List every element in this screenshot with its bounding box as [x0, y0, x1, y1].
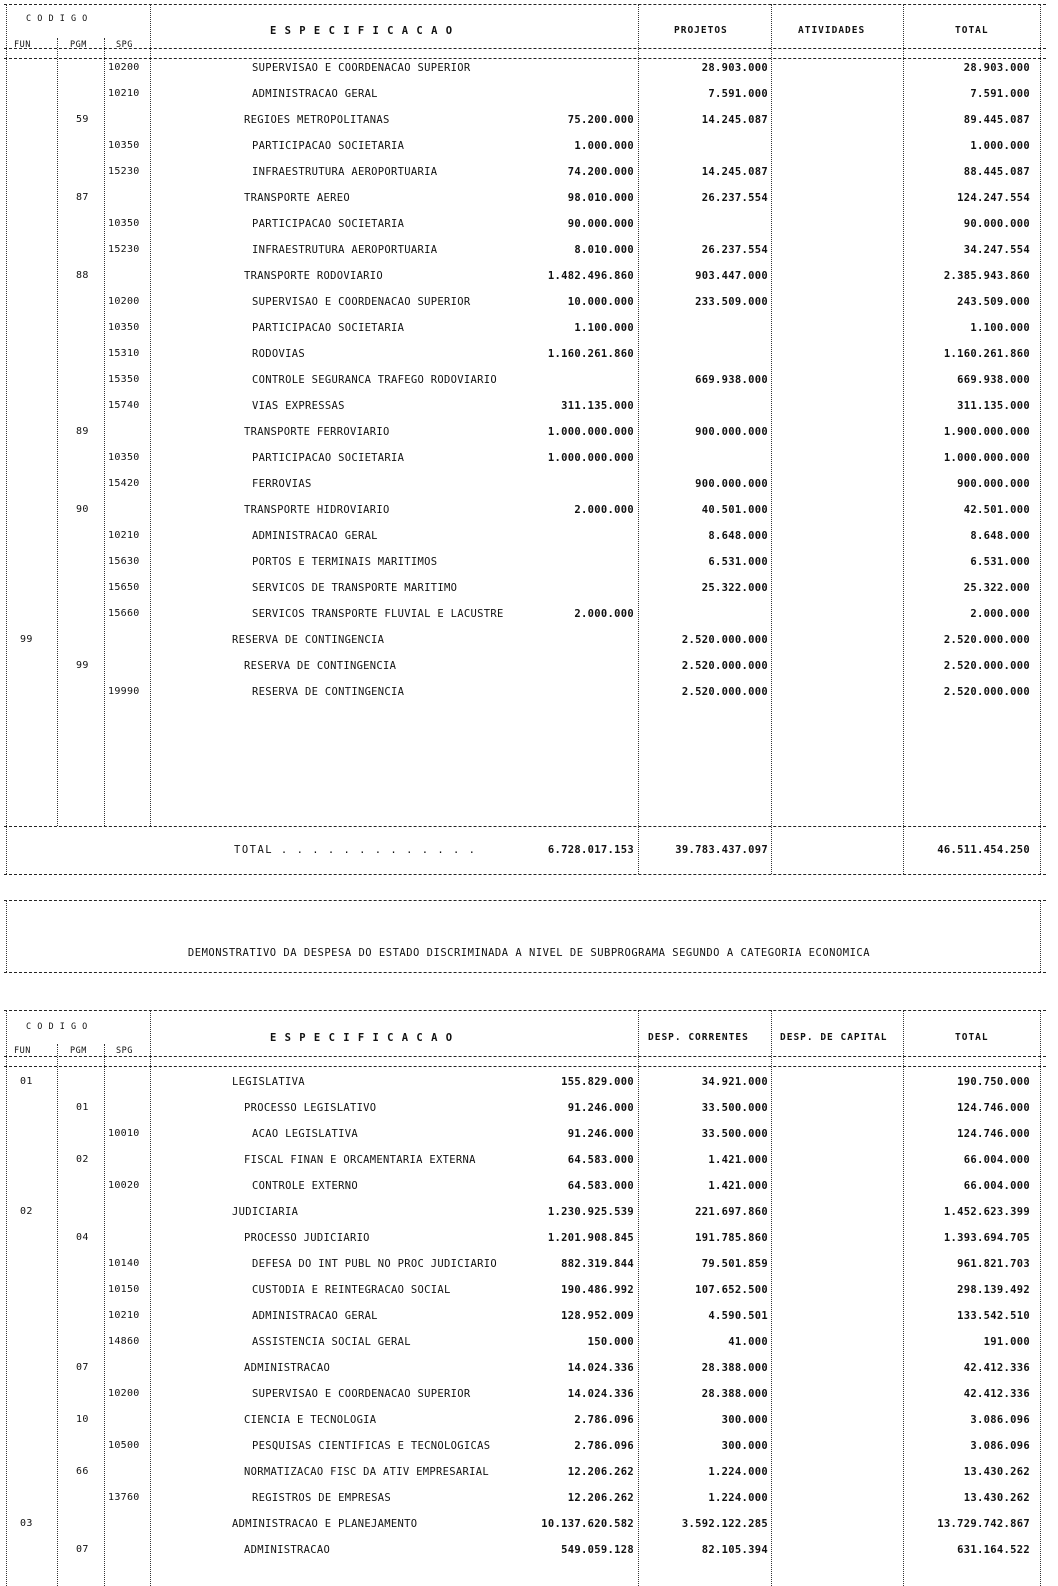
row-value-col1: 98.010.000	[567, 192, 634, 204]
row-description: SUPERVISAO E COORDENACAO SUPERIOR	[252, 296, 471, 308]
header-especificacao: E S P E C I F I C A C A O	[270, 25, 454, 37]
row-value-col3: 900.000.000	[957, 478, 1030, 490]
rule	[4, 1056, 1046, 1057]
header-pgm: PGM	[70, 40, 87, 50]
row-value-col3: 28.903.000	[963, 62, 1030, 74]
row-value-col1: 8.010.000	[574, 244, 634, 256]
col-rule	[150, 4, 151, 826]
header-fun: FUN	[14, 1046, 31, 1056]
col-rule	[6, 1010, 7, 1586]
row-value-col3: 191.000	[983, 1336, 1030, 1348]
row-value-col3: 124.746.000	[957, 1102, 1030, 1114]
row-value-col1: 1.000.000	[574, 140, 634, 152]
row-value-col1: 128.952.009	[561, 1310, 634, 1322]
col-rule	[104, 38, 105, 826]
col-rule	[1040, 900, 1041, 972]
rule	[4, 48, 1046, 49]
row-value-col2: 2.520.000.000	[681, 660, 768, 672]
row-value-col2: 40.501.000	[701, 504, 768, 516]
row-value-col3: 25.322.000	[963, 582, 1030, 594]
row-value-col1: 10.000.000	[567, 296, 634, 308]
col-rule	[771, 1010, 772, 1586]
row-description: CUSTODIA E REINTEGRACAO SOCIAL	[252, 1284, 451, 1296]
col-rule	[57, 38, 58, 826]
row-value-col3: 631.164.522	[957, 1544, 1030, 1556]
row-description: INFRAESTRUTURA AEROPORTUARIA	[252, 244, 438, 256]
row-description: TRANSPORTE FERROVIARIO	[244, 426, 390, 438]
col-rule	[638, 4, 639, 874]
row-value-col3: 13.729.742.867	[937, 1518, 1030, 1530]
row-value-col1: 64.583.000	[567, 1180, 634, 1192]
code-spg: 15230	[108, 244, 140, 255]
row-value-col3: 8.648.000	[970, 530, 1030, 542]
row-value-col2: 82.105.394	[701, 1544, 768, 1556]
row-description: PROCESSO LEGISLATIVO	[244, 1102, 377, 1114]
row-value-col1: 155.829.000	[561, 1076, 634, 1088]
header-especificacao: E S P E C I F I C A C A O	[270, 1032, 454, 1044]
row-value-col3: 1.900.000.000	[943, 426, 1030, 438]
col-rule	[903, 1010, 904, 1586]
row-value-col1: 10.137.620.582	[541, 1518, 634, 1530]
header-desp-capital: DESP. DE CAPITAL	[780, 1032, 888, 1043]
code-spg: 13760	[108, 1492, 140, 1503]
header-total: TOTAL	[955, 25, 989, 36]
row-value-col1: 91.246.000	[567, 1102, 634, 1114]
code-spg: 10350	[108, 322, 140, 333]
report-title-band	[0, 880, 1058, 990]
row-value-col2: 26.237.554	[701, 244, 768, 256]
row-description: ADMINISTRACAO GERAL	[252, 88, 378, 100]
table-categoria-economica	[0, 1010, 1058, 1586]
row-value-col3: 2.520.000.000	[943, 660, 1030, 672]
row-value-col1: 2.786.096	[574, 1414, 634, 1426]
row-description: PARTICIPACAO SOCIETARIA	[252, 452, 405, 464]
row-value-col3: 13.430.262	[963, 1466, 1030, 1478]
row-value-col1: 311.135.000	[561, 400, 634, 412]
col-rule	[771, 4, 772, 874]
row-value-col2: 7.591.000	[708, 88, 768, 100]
row-value-col2: 26.237.554	[701, 192, 768, 204]
code-spg: 15660	[108, 608, 140, 619]
row-value-col1: 1.000.000.000	[547, 452, 634, 464]
row-value-col2: 28.903.000	[701, 62, 768, 74]
row-description: REGISTROS DE EMPRESAS	[252, 1492, 392, 1504]
code-pgm: 66	[76, 1466, 89, 1477]
row-description: PARTICIPACAO SOCIETARIA	[252, 218, 405, 230]
code-spg: 10010	[108, 1128, 140, 1139]
row-value-col3: 1.000.000.000	[943, 452, 1030, 464]
row-description: TRANSPORTE RODOVIARIO	[244, 270, 384, 282]
row-description: ADMINISTRACAO E PLANEJAMENTO	[232, 1518, 418, 1530]
row-value-col2: 2.520.000.000	[681, 686, 768, 698]
header-spg: SPG	[116, 1046, 133, 1056]
row-description: ADMINISTRACAO GERAL	[252, 530, 378, 542]
row-value-col2: 669.938.000	[695, 374, 768, 386]
row-value-col3: 1.000.000	[970, 140, 1030, 152]
row-description: ADMINISTRACAO	[244, 1544, 331, 1556]
code-spg: 15350	[108, 374, 140, 385]
row-value-col3: 1.160.261.860	[943, 348, 1030, 360]
row-value-col2: 2.520.000.000	[681, 634, 768, 646]
row-value-col3: 42.501.000	[963, 504, 1030, 516]
row-value-col2: 900.000.000	[695, 426, 768, 438]
code-spg: 10150	[108, 1284, 140, 1295]
row-value-col1: 91.246.000	[567, 1128, 634, 1140]
row-description: ACAO LEGISLATIVA	[252, 1128, 358, 1140]
row-description: RESERVA DE CONTINGENCIA	[252, 686, 405, 698]
code-spg: 10350	[108, 452, 140, 463]
rule	[4, 58, 1046, 59]
rule	[4, 900, 1046, 901]
row-value-col2: 28.388.000	[701, 1388, 768, 1400]
row-value-col1: 2.000.000	[574, 504, 634, 516]
code-spg: 15630	[108, 556, 140, 567]
row-value-col1: 1.000.000.000	[547, 426, 634, 438]
total-projetos: 6.728.017.153	[547, 844, 634, 856]
row-value-col1: 1.201.908.845	[547, 1232, 634, 1244]
code-spg: 10140	[108, 1258, 140, 1269]
row-value-col2: 903.447.000	[695, 270, 768, 282]
code-spg: 10210	[108, 88, 140, 99]
code-spg: 10200	[108, 296, 140, 307]
col-rule	[638, 1010, 639, 1586]
code-spg: 10350	[108, 140, 140, 151]
row-description: TRANSPORTE HIDROVIARIO	[244, 504, 390, 516]
row-value-col2: 3.592.122.285	[681, 1518, 768, 1530]
row-value-col1: 549.059.128	[561, 1544, 634, 1556]
col-rule	[104, 1044, 105, 1586]
code-spg: 15420	[108, 478, 140, 489]
row-value-col3: 34.247.554	[963, 244, 1030, 256]
row-description: FERROVIAS	[252, 478, 312, 490]
row-description: SUPERVISAO E COORDENACAO SUPERIOR	[252, 1388, 471, 1400]
code-pgm: 59	[76, 114, 89, 125]
row-value-col1: 1.482.496.860	[547, 270, 634, 282]
row-value-col1: 2.786.096	[574, 1440, 634, 1452]
header-atividades: ATIVIDADES	[798, 25, 866, 36]
row-value-col3: 124.746.000	[957, 1128, 1030, 1140]
total-label: TOTAL . . . . . . . . . . . . .	[234, 844, 477, 856]
header-projetos: PROJETOS	[674, 25, 728, 36]
col-rule	[1040, 1010, 1041, 1586]
code-spg: 15650	[108, 582, 140, 593]
code-fun: 99	[20, 634, 33, 645]
code-spg: 14860	[108, 1336, 140, 1347]
code-pgm: 01	[76, 1102, 89, 1113]
row-description: ADMINISTRACAO GERAL	[252, 1310, 378, 1322]
row-value-col2: 79.501.859	[701, 1258, 768, 1270]
code-spg: 10210	[108, 530, 140, 541]
code-pgm: 99	[76, 660, 89, 671]
row-value-col1: 64.583.000	[567, 1154, 634, 1166]
row-description: JUDICIARIA	[232, 1206, 299, 1218]
row-description: TRANSPORTE AEREO	[244, 192, 350, 204]
row-value-col2: 107.652.500	[695, 1284, 768, 1296]
row-description: DEFESA DO INT PUBL NO PROC JUDICIARIO	[252, 1258, 497, 1270]
header-codigo: C O D I G O	[26, 14, 88, 24]
row-description: INFRAESTRUTURA AEROPORTUARIA	[252, 166, 438, 178]
header-spg: SPG	[116, 40, 133, 50]
row-description: PROCESSO JUDICIARIO	[244, 1232, 370, 1244]
row-value-col1: 75.200.000	[567, 114, 634, 126]
code-spg: 10210	[108, 1310, 140, 1321]
code-fun: 03	[20, 1518, 33, 1529]
row-value-col2: 221.697.860	[695, 1206, 768, 1218]
code-pgm: 90	[76, 504, 89, 515]
row-value-col3: 42.412.336	[963, 1362, 1030, 1374]
row-value-col1: 12.206.262	[567, 1466, 634, 1478]
row-value-col1: 1.100.000	[574, 322, 634, 334]
code-pgm: 04	[76, 1232, 89, 1243]
row-value-col2: 1.224.000	[708, 1466, 768, 1478]
row-description: PARTICIPACAO SOCIETARIA	[252, 140, 405, 152]
row-description: PORTOS E TERMINAIS MARITIMOS	[252, 556, 438, 568]
row-value-col2: 4.590.501	[708, 1310, 768, 1322]
code-spg: 15310	[108, 348, 140, 359]
row-value-col1: 1.230.925.539	[547, 1206, 634, 1218]
rule	[4, 4, 1046, 5]
row-description: NORMATIZACAO FISC DA ATIV EMPRESARIAL	[244, 1466, 489, 1478]
row-value-col3: 6.531.000	[970, 556, 1030, 568]
row-value-col3: 7.591.000	[970, 88, 1030, 100]
row-description: CONTROLE EXTERNO	[252, 1180, 358, 1192]
code-fun: 01	[20, 1076, 33, 1087]
report-title: DEMONSTRATIVO DA DESPESA DO ESTADO DISCRIMINADA A NIVEL DE SUBPROGRAMA SEGUNDO A CATEGORIA ECONOMICA	[187, 947, 871, 959]
col-rule	[6, 900, 7, 972]
row-value-col1: 150.000	[587, 1336, 634, 1348]
row-value-col3: 66.004.000	[963, 1154, 1030, 1166]
row-value-col2: 191.785.860	[695, 1232, 768, 1244]
row-value-col3: 2.000.000	[970, 608, 1030, 620]
row-description: CIENCIA E TECNOLOGIA	[244, 1414, 377, 1426]
col-rule	[6, 4, 7, 874]
row-value-col2: 6.531.000	[708, 556, 768, 568]
row-value-col3: 3.086.096	[970, 1414, 1030, 1426]
row-description: ADMINISTRACAO	[244, 1362, 331, 1374]
header-desp-correntes: DESP. CORRENTES	[648, 1032, 749, 1043]
row-value-col3: 13.430.262	[963, 1492, 1030, 1504]
row-value-col2: 25.322.000	[701, 582, 768, 594]
row-value-col1: 14.024.336	[567, 1362, 634, 1374]
row-value-col2: 1.421.000	[708, 1154, 768, 1166]
col-rule	[150, 1010, 151, 1586]
row-value-col3: 42.412.336	[963, 1388, 1030, 1400]
row-value-col3: 66.004.000	[963, 1180, 1030, 1192]
rule	[4, 874, 1046, 875]
rule	[4, 826, 1046, 827]
row-value-col2: 300.000	[721, 1440, 768, 1452]
code-spg: 15230	[108, 166, 140, 177]
col-rule	[57, 1044, 58, 1586]
row-description: FISCAL FINAN E ORCAMENTARIA EXTERNA	[244, 1154, 476, 1166]
row-value-col2: 33.500.000	[701, 1102, 768, 1114]
rule	[4, 1010, 1046, 1011]
rule	[4, 972, 1046, 973]
code-spg: 10350	[108, 218, 140, 229]
row-value-col3: 89.445.087	[963, 114, 1030, 126]
row-description: PESQUISAS CIENTIFICAS E TECNOLOGICAS	[252, 1440, 491, 1452]
row-value-col3: 3.086.096	[970, 1440, 1030, 1452]
row-value-col1: 14.024.336	[567, 1388, 634, 1400]
row-value-col3: 2.520.000.000	[943, 634, 1030, 646]
row-value-col2: 900.000.000	[695, 478, 768, 490]
row-value-col2: 14.245.087	[701, 114, 768, 126]
code-spg: 19990	[108, 686, 140, 697]
row-value-col2: 14.245.087	[701, 166, 768, 178]
row-value-col1: 190.486.992	[561, 1284, 634, 1296]
code-spg: 15740	[108, 400, 140, 411]
row-value-col2: 1.421.000	[708, 1180, 768, 1192]
header-pgm: PGM	[70, 1046, 87, 1056]
row-value-col3: 1.452.623.399	[943, 1206, 1030, 1218]
row-value-col3: 2.385.943.860	[943, 270, 1030, 282]
row-value-col2: 34.921.000	[701, 1076, 768, 1088]
row-value-col2: 233.509.000	[695, 296, 768, 308]
code-spg: 10500	[108, 1440, 140, 1451]
code-spg: 10200	[108, 1388, 140, 1399]
code-pgm: 89	[76, 426, 89, 437]
header-fun: FUN	[14, 40, 31, 50]
row-value-col1: 1.160.261.860	[547, 348, 634, 360]
row-description: SUPERVISAO E COORDENACAO SUPERIOR	[252, 62, 471, 74]
total-geral: 46.511.454.250	[937, 844, 1030, 856]
row-value-col3: 1.393.694.705	[943, 1232, 1030, 1244]
code-fun: 02	[20, 1206, 33, 1217]
code-pgm: 10	[76, 1414, 89, 1425]
row-value-col3: 2.520.000.000	[943, 686, 1030, 698]
row-value-col3: 88.445.087	[963, 166, 1030, 178]
row-value-col3: 124.247.554	[957, 192, 1030, 204]
col-rule	[903, 4, 904, 874]
code-pgm: 07	[76, 1362, 89, 1373]
row-value-col3: 1.100.000	[970, 322, 1030, 334]
header-total: TOTAL	[955, 1032, 989, 1043]
row-description: RODOVIAS	[252, 348, 305, 360]
row-description: REGIOES METROPOLITANAS	[244, 114, 390, 126]
code-pgm: 88	[76, 270, 89, 281]
row-value-col3: 190.750.000	[957, 1076, 1030, 1088]
code-spg: 10200	[108, 62, 140, 73]
row-value-col1: 2.000.000	[574, 608, 634, 620]
code-pgm: 87	[76, 192, 89, 203]
row-description: SERVICOS TRANSPORTE FLUVIAL E LACUSTRE	[252, 608, 504, 620]
row-value-col1: 882.319.844	[561, 1258, 634, 1270]
row-value-col2: 41.000	[728, 1336, 768, 1348]
row-value-col1: 74.200.000	[567, 166, 634, 178]
row-description: CONTROLE SEGURANCA TRAFEGO RODOVIARIO	[252, 374, 497, 386]
row-description: PARTICIPACAO SOCIETARIA	[252, 322, 405, 334]
col-rule	[1040, 4, 1041, 874]
row-value-col2: 33.500.000	[701, 1128, 768, 1140]
row-value-col3: 961.821.703	[957, 1258, 1030, 1270]
row-value-col3: 669.938.000	[957, 374, 1030, 386]
row-description: VIAS EXPRESSAS	[252, 400, 345, 412]
row-value-col3: 133.542.510	[957, 1310, 1030, 1322]
row-description: LEGISLATIVA	[232, 1076, 305, 1088]
row-value-col1: 90.000.000	[567, 218, 634, 230]
row-value-col3: 90.000.000	[963, 218, 1030, 230]
row-value-col2: 300.000	[721, 1414, 768, 1426]
row-description: RESERVA DE CONTINGENCIA	[232, 634, 385, 646]
row-value-col1: 12.206.262	[567, 1492, 634, 1504]
header-codigo: C O D I G O	[26, 1022, 88, 1032]
row-description: RESERVA DE CONTINGENCIA	[244, 660, 397, 672]
code-pgm: 07	[76, 1544, 89, 1555]
row-value-col2: 8.648.000	[708, 530, 768, 542]
row-value-col2: 28.388.000	[701, 1362, 768, 1374]
row-description: SERVICOS DE TRANSPORTE MARITIMO	[252, 582, 458, 594]
code-pgm: 02	[76, 1154, 89, 1165]
rule	[4, 1066, 1046, 1067]
total-atividades: 39.783.437.097	[675, 844, 768, 856]
row-value-col3: 311.135.000	[957, 400, 1030, 412]
row-value-col3: 243.509.000	[957, 296, 1030, 308]
code-spg: 10020	[108, 1180, 140, 1191]
row-value-col2: 1.224.000	[708, 1492, 768, 1504]
row-description: ASSISTENCIA SOCIAL GERAL	[252, 1336, 411, 1348]
row-value-col3: 298.139.492	[957, 1284, 1030, 1296]
